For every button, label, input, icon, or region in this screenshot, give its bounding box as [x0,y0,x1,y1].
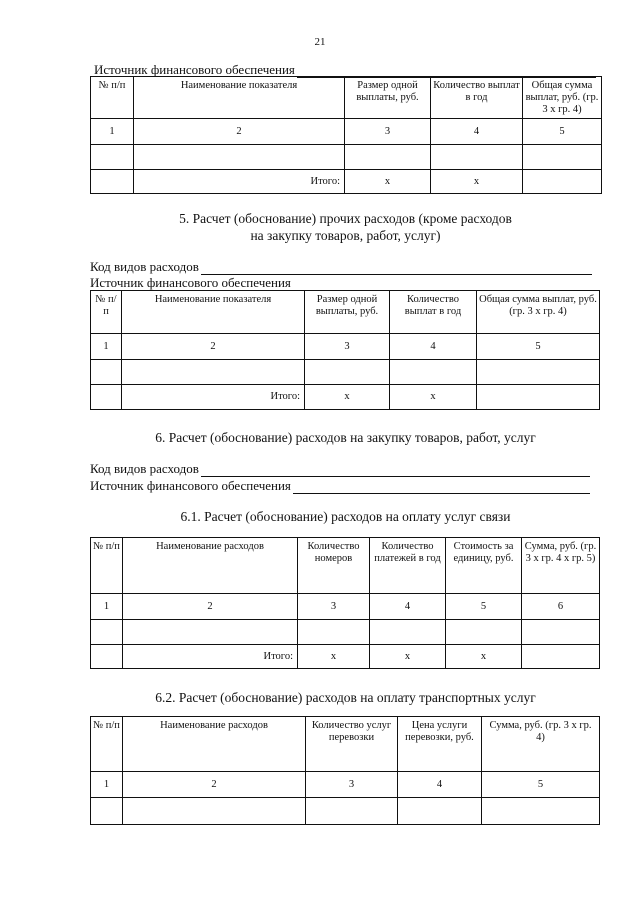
empty-cell [91,170,134,194]
header-num: № п/п [91,77,134,119]
col-number: 1 [91,119,134,145]
col-number: 3 [306,772,398,798]
empty-cell[interactable] [91,620,123,645]
source-field [90,478,590,494]
code-input-line[interactable] [201,464,590,477]
total-label: Итого: [123,645,298,669]
x-mark: x [298,645,370,669]
empty-cell[interactable] [482,798,600,825]
header-num: № п/п [91,291,122,334]
col-number: 3 [298,594,370,620]
x-mark: x [431,170,523,194]
empty-cell[interactable] [305,360,390,385]
empty-cell[interactable] [390,360,477,385]
x-mark: x [345,170,431,194]
total-label: Итого: [134,170,345,194]
col-number: 4 [370,594,446,620]
page-number: 21 [314,36,326,48]
col-number: 1 [91,334,122,360]
header-sum: Сумма, руб. (гр. 3 x гр. 4) [482,717,600,772]
header-payment-size: Размер одной выплаты, руб. [345,77,431,119]
table-row [91,145,602,170]
code-field [90,461,590,477]
col-number: 6 [522,594,600,620]
header-name: Наименование показателя [122,291,305,334]
col-number: 2 [122,334,305,360]
empty-cell[interactable] [522,620,600,645]
source-label: Источник финансового обеспечения [94,62,295,77]
table-row [91,798,600,825]
empty-cell[interactable] [431,145,523,170]
section6-2-title: 6.2. Расчет (обоснование) расходов на оплату транспортных услуг [155,690,536,705]
section5-title [90,210,601,244]
x-mark: x [390,385,477,410]
col-number: 4 [390,334,477,360]
col-number: 4 [431,119,523,145]
header-payment-count: Количество выплат в год [390,291,477,334]
section5-title-line2: на закупку товаров, работ, услуг) [250,228,441,243]
source-label: Источник финансового обеспечения [90,275,291,290]
col-number: 5 [477,334,600,360]
empty-cell[interactable] [134,145,345,170]
code-field [90,259,592,275]
col-number: 5 [446,594,522,620]
empty-cell[interactable] [306,798,398,825]
empty-cell[interactable] [523,145,602,170]
header-number-count: Количество номеров [298,538,370,594]
header-transport-count: Количество услуг перевозки [306,717,398,772]
header-name: Наименование расходов [123,717,306,772]
header-payment-count: Количество выплат в год [431,77,523,119]
col-number: 5 [482,772,600,798]
code-label: Код видов расходов [90,259,199,274]
total-sum-cell[interactable] [522,645,600,669]
empty-cell[interactable] [123,620,298,645]
col-number: 5 [523,119,602,145]
total-row [91,385,600,410]
empty-cell[interactable] [91,798,123,825]
section5-title-line1: 5. Расчет (обоснование) прочих расходов (кроме расходов [179,211,512,226]
col-number: 4 [398,772,482,798]
header-transport-price: Цена услуги перевозки, руб. [398,717,482,772]
total-row [91,170,602,194]
section6-1-title: 6.1. Расчет (обоснование) расходов на оплату услуг связи [180,509,511,524]
header-unit-cost: Стоимость за единицу, руб. [446,538,522,594]
empty-cell[interactable] [298,620,370,645]
col-number: 2 [123,772,306,798]
source-input-line[interactable] [293,481,590,494]
empty-cell[interactable] [123,798,306,825]
empty-cell [91,385,122,410]
empty-cell [91,645,123,669]
col-number: 2 [134,119,345,145]
header-payment-size: Размер одной выплаты, руб. [305,291,390,334]
col-number: 2 [123,594,298,620]
header-total-sum: Общая сумма выплат, руб. (гр. 3 x гр. 4) [523,77,602,119]
total-row [91,645,600,669]
total-sum-cell[interactable] [477,385,600,410]
communication-services-table [90,537,600,669]
header-total-sum: Общая сумма выплат, руб. (гр. 3 x гр. 4) [477,291,600,334]
col-number: 1 [91,594,123,620]
source-field [90,275,592,291]
total-label: Итого: [122,385,305,410]
empty-cell[interactable] [91,360,122,385]
header-num: № п/п [91,538,123,594]
transport-services-table [90,716,600,825]
empty-cell[interactable] [91,145,134,170]
total-sum-cell[interactable] [523,170,602,194]
code-input-line[interactable] [201,262,592,275]
empty-cell[interactable] [122,360,305,385]
empty-cell[interactable] [398,798,482,825]
code-label: Код видов расходов [90,461,199,476]
col-number: 3 [345,119,431,145]
empty-cell[interactable] [370,620,446,645]
header-num: № п/п [91,717,123,772]
table-row [91,360,600,385]
x-mark: x [446,645,522,669]
section6-title: 6. Расчет (обоснование) расходов на закупку товаров, работ, услуг [155,430,536,445]
payments-table-2 [90,290,600,410]
header-name: Наименование показателя [134,77,345,119]
empty-cell[interactable] [345,145,431,170]
empty-cell[interactable] [477,360,600,385]
header-name: Наименование расходов [123,538,298,594]
header-payment-count: Количество платежей в год [370,538,446,594]
payments-table-1 [90,76,602,194]
x-mark: x [305,385,390,410]
col-number: 3 [305,334,390,360]
source-label: Источник финансового обеспечения [90,478,291,493]
header-sum: Сумма, руб. (гр. 3 x гр. 4 x гр. 5) [522,538,600,594]
empty-cell[interactable] [446,620,522,645]
x-mark: x [370,645,446,669]
table-row [91,620,600,645]
col-number: 1 [91,772,123,798]
